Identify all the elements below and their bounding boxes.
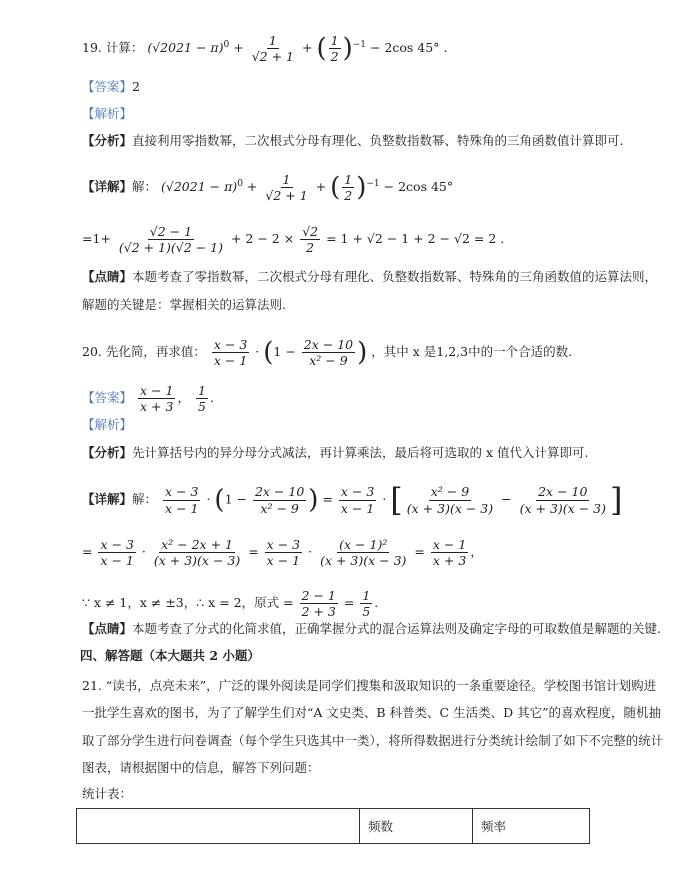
detail-tail: − 2cos 45° bbox=[383, 179, 454, 195]
d1-inner-lead: 1 − bbox=[224, 491, 247, 507]
stats-table bbox=[76, 808, 590, 844]
dianjing-tag: 【点睛】 bbox=[82, 269, 133, 284]
table-caption: 统计表： bbox=[82, 786, 133, 801]
table-header-frequency-count: 频数 bbox=[360, 809, 473, 844]
detail-exp-zero: 0 bbox=[237, 178, 243, 189]
d3-frac2: $\frac{1}{5}$ bbox=[362, 588, 371, 620]
question-19: 19. 计算： $(√2021 - \pi)^0$ + $\frac{1}{√2 + 1}$ + ( $\frac{1}{2}$ )$^{-1}$ − 2cos 45° . bbox=[82, 33, 448, 65]
table-header-row bbox=[77, 809, 590, 844]
question-20: 20. 先化简，再求值： $\frac{x - 3}{x - 1}$ · (1 − $\frac{2x - 10}{\text{x² − 9}}$ ) ，其中 x 是1,2,3中的一个合适的数. bbox=[82, 337, 573, 369]
q19-dianjing bbox=[82, 268, 657, 286]
d1-frac2: $\frac{2x - 10}{\text{x² − 9}}$ bbox=[254, 484, 305, 516]
q21-line4: 图表，请根据图中的信息，解答下列问题： bbox=[82, 760, 320, 775]
q21-line3: 取了部分学生进行问卷调查（每个学生只选其中一类），将所得数据进行分类统计绘制了如下不完整的统计 bbox=[82, 733, 664, 748]
d1-minus: − bbox=[501, 491, 512, 507]
answer-frac: $\frac{x - 1}{x + 3}$ bbox=[140, 383, 174, 415]
table-header-blank bbox=[77, 809, 360, 844]
d2-frac5: $\frac{x - 1}{x + 3}$ bbox=[432, 537, 467, 569]
dianjing-text-20: 本题考查了分式的化简求值，正确掌握分式的混合运算法则及确定字母的可取数值是解题的关键. bbox=[132, 621, 661, 636]
q21-line1: 21. “读书，点亮未来”，广泛的课外阅读是同学们搜集和汲取知识的一条重要途径。学校图书馆计划购进 bbox=[82, 678, 657, 693]
q19-expr-head: (√2021 − π) bbox=[147, 40, 224, 56]
q19-plus-2: + bbox=[301, 40, 313, 56]
detail-plus-2: + bbox=[315, 179, 327, 195]
d1-dot: · bbox=[206, 491, 211, 507]
d2-eq-2: = bbox=[414, 544, 425, 560]
fenxi-text: 直接利用零指数幂，二次根式分母有理化、负整数指数幂、特殊角的三角函数值计算即可. bbox=[132, 133, 624, 148]
d2-dot: · bbox=[141, 544, 146, 560]
q20-label: 20. 先化简，再求值： bbox=[82, 344, 206, 360]
q19-fenxi bbox=[82, 132, 624, 150]
step2-frac2: $\frac{√2}{2}$ bbox=[302, 224, 319, 256]
answer-value: 2 bbox=[132, 79, 140, 94]
step2-tail: = 1 + √2 − 1 + 2 − √2 = 2 . bbox=[326, 231, 505, 247]
q20-fenxi bbox=[82, 444, 589, 462]
q20-step2 bbox=[82, 538, 483, 567]
d1-bracket-frac2: $\frac{2x - 10}{(x + 3)(x - 3)}$ bbox=[519, 484, 606, 516]
answer-frac-2: $\frac{1}{5}$ bbox=[197, 383, 206, 415]
step2-mid: + 2 − 2 × bbox=[230, 231, 295, 247]
q21-line2: 一批学生喜欢的图书，为了了解学生们对“A 文史类、B 科普类、C 生活类、D 其它”的喜欢程度，随机抽 bbox=[82, 705, 661, 720]
q20-inner-lead: 1 − bbox=[273, 344, 296, 360]
step2-lead: =1+ bbox=[82, 231, 111, 247]
q19-end: . bbox=[443, 40, 448, 56]
d2-lead: = bbox=[82, 544, 93, 560]
detail-plus: + bbox=[246, 179, 258, 195]
detail-frac2: $\frac{1}{2}$ bbox=[344, 172, 353, 204]
fenxi-tag: 【分析】 bbox=[82, 133, 133, 148]
answer-tag-20: 【答案】 bbox=[82, 390, 133, 406]
q19-tail: − 2cos 45° bbox=[369, 40, 440, 56]
q19-plus: + bbox=[233, 40, 244, 56]
d2-frac2: $\frac{\text{x² − 2x + 1}}{(x + 3)(x - 3)}$ bbox=[153, 537, 241, 569]
answer-sep: ， bbox=[177, 390, 190, 406]
dianjing-tag-20: 【点睛】 bbox=[82, 621, 133, 636]
detail-exp-neg1: −1 bbox=[366, 178, 380, 189]
detail-tag-20: 【详解】 bbox=[82, 491, 133, 507]
d2-end: ， bbox=[470, 544, 483, 560]
q20-answer bbox=[82, 384, 214, 413]
q19-step2 bbox=[82, 225, 504, 254]
q19-label: 19. 计算： bbox=[82, 40, 144, 56]
q19-detail: 【详解】解： $(√2021 - \pi)^0$ + $\frac{1}{√2 + 1}$ + ( $\frac{1}{2}$ )$^{-1}$ − 2cos 45° bbox=[82, 172, 454, 204]
q20-step3 bbox=[82, 589, 378, 618]
d2-frac1: $\frac{x - 3}{x - 1}$ bbox=[100, 537, 134, 569]
q20-frac1: $\frac{x - 3}{x - 1}$ bbox=[213, 337, 248, 369]
q19-answer bbox=[82, 78, 140, 96]
d3-text: ∵ x ≠ 1，x ≠ ±3，∴ x = 2，原式 = bbox=[82, 595, 294, 611]
detail-prefix: 解： bbox=[132, 179, 158, 195]
d2-frac3: $\frac{x - 3}{x - 1}$ bbox=[266, 537, 301, 569]
d3-frac: $\frac{2 - 1}{2 + 3}$ bbox=[301, 588, 336, 620]
section-4-heading: 四、解答题（本大题共 2 小题） bbox=[80, 648, 260, 663]
q20-dianjing bbox=[82, 620, 661, 638]
d1-dot-2: · bbox=[382, 491, 387, 507]
d3-end: . bbox=[374, 595, 379, 611]
step2-frac: $\frac{√2 - 1}{(√2 + 1)(√2 - 1)}$ bbox=[118, 224, 223, 256]
detail-frac1: $\frac{1}{√2 + 1}$ bbox=[265, 172, 308, 204]
d2-eq: = bbox=[248, 544, 259, 560]
d1-bracket-frac1: $\frac{\text{x² − 9}}{(x + 3)(x - 3)}$ bbox=[406, 484, 494, 516]
q19-exp-zero: 0 bbox=[223, 39, 230, 50]
q19-dianjing-line2: 解题的关键是：掌握相关的运算法则. bbox=[82, 297, 286, 312]
fenxi-tag-20: 【分析】 bbox=[82, 445, 133, 460]
detail-expr-head: (√2021 − π) bbox=[161, 179, 238, 195]
q20-tail: ，其中 x 是1,2,3中的一个合适的数. bbox=[371, 344, 573, 360]
q20-analysis-tag: 【解析】 bbox=[82, 417, 133, 432]
d2-frac4: $\frac{\text{(x − 1)²}}{(x + 3)(x - 3)}$ bbox=[320, 537, 407, 569]
fenxi-text-20: 先计算括号内的异分母分式减法，再计算乘法，最后将可选取的 x 值代入计算即可. bbox=[132, 445, 589, 460]
q20-detail: 【详解】解： $\frac{x - 3}{x - 1}$ · (1 − $\frac{2x - 10}{\text{x² − 9}}$ ) = $\frac{x - 3}{x - 1}$ · [ $\frac{\text{x² − 9}}{(x + 3)(x - 3)}$ − $\frac{2x - 10}{(x + 3)(x - 3)}$ ] bbox=[82, 481, 623, 519]
table-header-frequency-rate: 频率 bbox=[473, 809, 590, 844]
q19-analysis-tag: 【解析】 bbox=[82, 106, 133, 121]
detail-prefix-20: 解： bbox=[132, 491, 158, 507]
detail-tag: 【详解】 bbox=[82, 179, 133, 195]
answer-tag: 【答案】 bbox=[82, 79, 133, 94]
d2-dot-2: · bbox=[308, 544, 313, 560]
q19-exp-neg1: −1 bbox=[352, 39, 366, 50]
q19-frac2: $\frac{1}{2}$ bbox=[330, 33, 339, 65]
d1-eq: = bbox=[322, 491, 333, 507]
q20-frac2: $\frac{2x - 10}{\text{x² − 9}}$ bbox=[303, 337, 354, 369]
d3-eq: = bbox=[343, 595, 355, 611]
q19-frac1: $\frac{1}{√2 + 1}$ bbox=[251, 33, 294, 65]
d1-frac1: $\frac{x - 3}{x - 1}$ bbox=[165, 484, 199, 516]
d1-frac3: $\frac{x - 3}{x - 1}$ bbox=[340, 484, 375, 516]
dianjing-line1: 本题考查了零指数幂，二次根式分母有理化、负整数指数幂、特殊角的三角函数值的运算法则， bbox=[132, 269, 658, 284]
answer-end: . bbox=[209, 390, 214, 406]
q20-dot: · bbox=[255, 344, 260, 360]
